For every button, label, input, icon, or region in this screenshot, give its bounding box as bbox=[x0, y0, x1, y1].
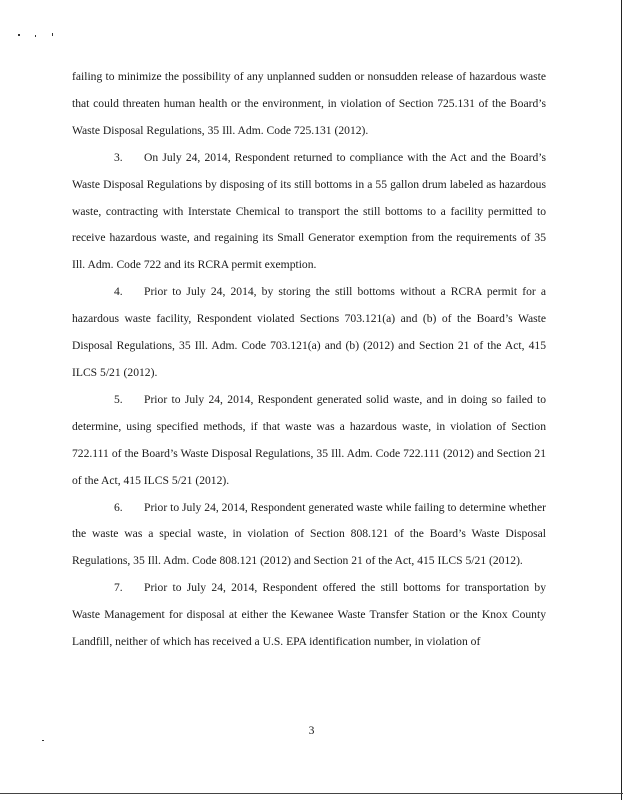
paragraph-text: failing to minimize the possibility of any unplanned sudden or nonsudden release of hazardous waste that could threaten human health or the environment, in violation of Section 725.131 of the Board’s Waste Disposal Regulations, 35 Ill. Adm. Code 725.131 (2012). bbox=[72, 70, 546, 137]
paragraph-number: 3. bbox=[114, 150, 123, 164]
paragraph-number: 7. bbox=[114, 581, 123, 595]
paragraph-number: 6. bbox=[114, 500, 123, 514]
scan-edge-bottom bbox=[0, 793, 623, 794]
scan-edge-right bbox=[621, 0, 622, 800]
paragraph-text: Prior to July 24, 2014, Respondent offered the still bottoms for transportation by Waste Management for disposal at either the Kewanee Waste Transfer Station or the Knox County Landfill, neither of which has received a U.S. EPA identification number, in violation of bbox=[72, 581, 546, 649]
paragraph-4 bbox=[72, 279, 546, 387]
scan-speck bbox=[42, 740, 44, 741]
scan-speck bbox=[52, 33, 53, 36]
paragraph-text: Prior to July 24, 2014, by storing the still bottoms without a RCRA permit for a hazardous waste facility, Respondent violated Sections 703.121(a) and (b) of the Board’s Waste Disposal Regulations, 35 Ill. Adm. Code 703.121(a) and (b) (2012) and Section 21 of the Act, 415 ILCS 5/21 (2012). bbox=[72, 285, 546, 379]
paragraph-5 bbox=[72, 387, 546, 495]
scan-speck bbox=[35, 35, 36, 37]
page-number: 3 bbox=[308, 724, 315, 737]
body-text bbox=[72, 64, 546, 656]
paragraph-3 bbox=[72, 145, 546, 280]
paragraph-number: 5. bbox=[114, 392, 123, 406]
paragraph-7 bbox=[72, 575, 546, 656]
paragraph-number: 4. bbox=[114, 285, 123, 299]
paragraph-6 bbox=[72, 495, 546, 576]
paragraph-text: Prior to July 24, 2014, Respondent generated solid waste, and in doing so failed to determine, using specified methods, if that waste was a hazardous waste, in violation of Section 722.111 of the Board’s Waste Disposal Regulations, 35 Ill. Adm. Code 722.111 (2012) and Section 21 of the Act, 415 ILCS 5/21 (2012). bbox=[72, 392, 546, 487]
scan-speck bbox=[18, 34, 20, 36]
paragraph-continuation bbox=[72, 64, 546, 145]
paragraph-text: On July 24, 2014, Respondent returned to compliance with the Act and the Board’s Waste Disposal Regulations by disposing of its still bottoms in a 55 gallon drum labeled as hazardous waste, contracting with Interstate Chemical to transport the still bottoms to a facility permitted to receive hazardous waste, and regaining its Small Generator exemption from the requirements of 35 Ill. Adm. Code 722 and its RCRA permit exemption. bbox=[72, 150, 546, 272]
paragraph-text: Prior to July 24, 2014, Respondent generated waste while failing to determine whether the waste was a special waste, in violation of Section 808.121 of the Board’s Waste Disposal Regulations, 35 Ill. Adm. Code 808.121 (2012) and Section 21 of the Act, 415 ILCS 5/21 (2012). bbox=[72, 500, 546, 568]
